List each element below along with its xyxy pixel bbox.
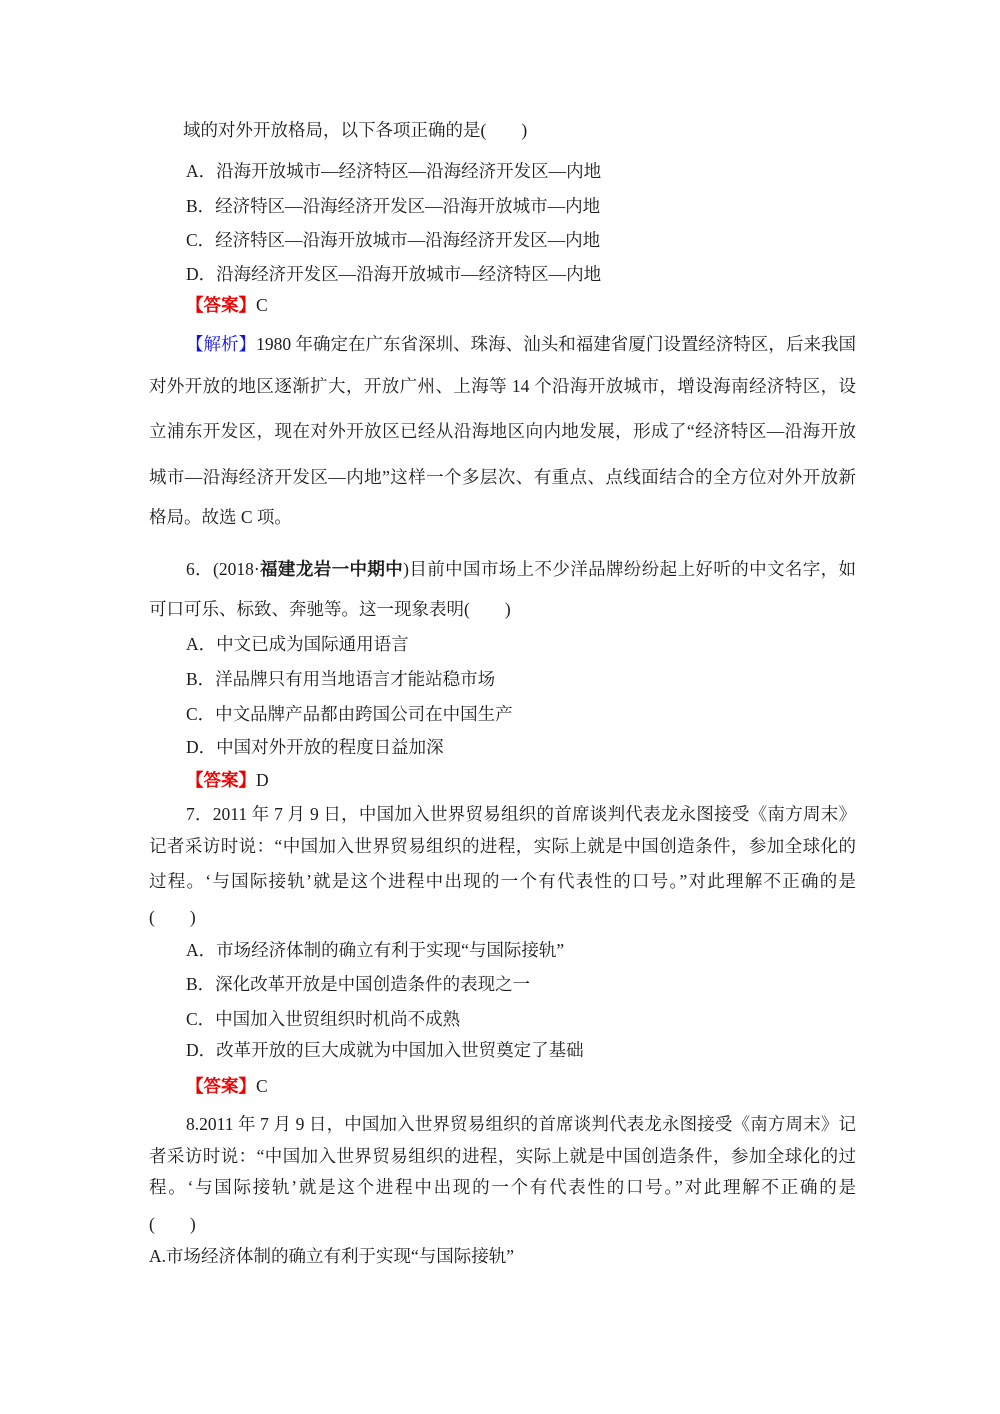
q6-source-bold: 福建龙岩一中期中 — [259, 559, 404, 579]
q5-option-d: D．沿海经济开发区—沿海开放城市—经济特区—内地 — [186, 264, 602, 284]
q6-answer-line — [186, 763, 856, 798]
q5-explanation-line-4: 城市—沿海经济开发区—内地”这样一个多层次、有重点、点线面结合的全方位对外开放新 — [149, 467, 856, 487]
q7-stem-line-1: 7．2011 年 7 月 9 日，中国加入世界贸易组织的首席谈判代表龙永图接受《南方周末》 — [186, 804, 856, 824]
q6-option-d: D．中国对外开放的程度日益加深 — [186, 737, 444, 757]
q7-option-d: D．改革开放的巨大成就为中国加入世贸奠定了基础 — [186, 1040, 584, 1060]
q5-explanation-line-2: 对外开放的地区逐渐扩大，开放广州、上海等 14 个沿海开放城市，增设海南经济特区，设 — [149, 376, 856, 396]
q7-option-b: B．深化改革开放是中国创造条件的表现之一 — [186, 974, 531, 994]
q7-stem-line-2: 记者采访时说：“中国加入世界贸易组织的进程，实际上就是中国创造条件，参加全球化的 — [149, 836, 856, 856]
answer-label: 【答案】 — [186, 295, 256, 315]
q5-explanation-line-3: 立浦东开发区，现在对外开放区已经从沿海地区向内地发展，形成了“经济特区—沿海开放 — [149, 421, 856, 441]
q5-answer-value: C — [256, 295, 268, 315]
answer-label: 【答案】 — [186, 770, 256, 790]
q6-stem-text: )目前中国市场上不少洋品牌纷纷起上好听的中文名字，如 — [403, 559, 857, 579]
q6-stem-line-1 — [149, 552, 856, 587]
q6-option-c: C．中文品牌产品都由跨国公司在中国生产 — [186, 704, 513, 724]
q7-option-a: A．市场经济体制的确立有利于实现“与国际接轨” — [186, 940, 565, 960]
q6-option-a: A．中文已成为国际通用语言 — [186, 634, 409, 654]
q6-stem-line-2: 可口可乐、标致、奔驰等。这一现象表明( ) — [149, 599, 511, 619]
q8-option-a: A.市场经济体制的确立有利于实现“与国际接轨” — [149, 1246, 515, 1266]
q8-stem-line-4-parens: ( ) — [149, 1214, 196, 1234]
q5-option-b: B．经济特区—沿海经济开发区—沿海开放城市—内地 — [186, 196, 601, 216]
q5-option-c: C．经济特区—沿海开放城市—沿海经济开发区—内地 — [186, 230, 601, 250]
q6-answer-value: D — [256, 770, 269, 790]
q5-stem-continuation: 域的对外开放格局，以下各项正确的是( ) — [183, 120, 528, 140]
q6-number-and-year: 6．(2018· — [186, 559, 260, 579]
q7-answer-line — [186, 1069, 856, 1104]
explanation-label: 【解析】 — [186, 334, 257, 354]
q5-explanation-line-5: 格局。故选 C 项。 — [149, 507, 292, 527]
q8-stem-line-2: 者采访时说：“中国加入世界贸易组织的进程，实际上就是中国创造条件，参加全球化的过 — [149, 1146, 856, 1166]
q5-explanation-line-1 — [149, 327, 856, 362]
q7-stem-line-4-parens: ( ) — [149, 907, 196, 927]
q5-explanation-text-1: 1980 年确定在广东省深圳、珠海、汕头和福建省厦门设置经济特区，后来我国 — [256, 334, 857, 354]
q7-option-c: C．中国加入世贸组织时机尚不成熟 — [186, 1009, 461, 1029]
q5-answer-line — [186, 288, 856, 323]
q8-stem-line-1: 8.2011 年 7 月 9 日，中国加入世界贸易组织的首席谈判代表龙永图接受《南方周末》记 — [186, 1114, 856, 1134]
q6-option-b: B．洋品牌只有用当地语言才能站稳市场 — [186, 669, 496, 689]
answer-label: 【答案】 — [186, 1076, 256, 1096]
q8-stem-line-3: 程。‘与国际接轨’就是这个进程中出现的一个有代表性的口号。”对此理解不正确的是 — [149, 1177, 856, 1197]
q7-answer-value: C — [256, 1076, 268, 1096]
q5-option-a: A．沿海开放城市—经济特区—沿海经济开发区—内地 — [186, 161, 602, 181]
q7-stem-line-3: 过程。‘与国际接轨’就是这个进程中出现的一个有代表性的口号。”对此理解不正确的是 — [149, 871, 856, 891]
